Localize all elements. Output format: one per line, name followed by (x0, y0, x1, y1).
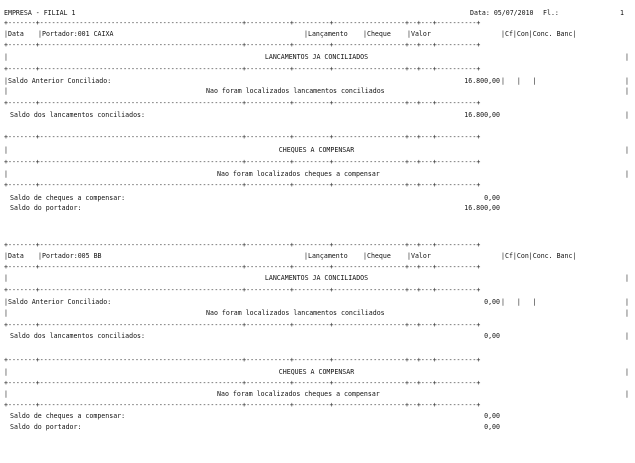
row-border: | (4, 368, 8, 376)
saldo-anterior-value: 16.800,00 (464, 77, 500, 85)
saldo-cheques-row (4, 193, 629, 203)
separator: +-------+---------------------------------------------------+-----------+---------+------------------+--+---+----------+ (4, 19, 481, 27)
cheques-title: CHEQUES A COMPENSAR (278, 146, 355, 154)
row-border: | (625, 146, 629, 154)
empty-notice-row (4, 308, 629, 318)
saldo-anterior-value: 0,00 (484, 298, 500, 306)
saldo-conciliados-row (4, 331, 629, 341)
cheques-title: CHEQUES A COMPENSAR (278, 368, 355, 376)
column-header-row (4, 29, 629, 39)
row-border: | (4, 170, 8, 178)
column-header-row (4, 251, 629, 261)
saldo-portador-row (4, 422, 629, 432)
saldo-conciliados-label: Saldo dos lancamentos conciliados: (10, 111, 145, 119)
conciliados-title: LANCAMENTOS JA CONCILIADOS (264, 53, 369, 61)
saldo-conciliados-value: 16.800,00 (464, 111, 500, 119)
section-title-row (4, 52, 629, 62)
row-border: | (625, 368, 629, 376)
separator: +-------+---------------------------------------------------+-----------+---------+------------------+--+---+----------+ (4, 321, 481, 329)
col-data: |Data (4, 30, 24, 38)
report-header (4, 8, 629, 18)
row-border: | (625, 390, 629, 398)
separator: +-------+---------------------------------------------------+-----------+---------+------------------+--+---+----------+ (4, 65, 481, 73)
saldo-cheques-label: Saldo de cheques a compensar: (10, 412, 126, 420)
row-border: | (625, 53, 629, 61)
saldo-portador-row (4, 203, 629, 213)
report-date: Data: 05/07/2010 (470, 9, 534, 17)
saldo-anterior-row (4, 76, 629, 86)
row-border: | (625, 111, 629, 119)
saldo-cheques-label: Saldo de cheques a compensar: (10, 194, 126, 202)
row-border: | (625, 274, 629, 282)
separator: +-------+---------------------------------------------------+-----------+---------+------------------+--+---+----------+ (4, 263, 481, 271)
separator: +-------+---------------------------------------------------+-----------+---------+------------------+--+---+----------+ (4, 158, 481, 166)
col-cheque: |Cheque (363, 30, 391, 38)
col-cheque: |Cheque (363, 252, 391, 260)
separator: +-------+---------------------------------------------------+-----------+---------+------------------+--+---+----------+ (4, 401, 481, 409)
saldo-portador-value: 16.800,00 (464, 204, 500, 212)
row-border: | (625, 77, 629, 85)
row-border: | (4, 53, 8, 61)
saldo-portador-label: Saldo do portador: (10, 423, 82, 431)
section-title-row (4, 367, 629, 377)
row-border: | (4, 87, 8, 95)
flag-columns: | | | (501, 77, 537, 85)
row-border: | (625, 332, 629, 340)
row-border: | (4, 309, 8, 317)
row-border: | (625, 298, 629, 306)
saldo-portador-label: Saldo do portador: (10, 204, 82, 212)
col-valor: |Valor (407, 252, 431, 260)
row-border: | (625, 170, 629, 178)
col-data: |Data (4, 252, 24, 260)
portador-name: |Portador:005 BB (38, 252, 102, 260)
col-flags: |Cf|Con|Conc. Banc| (501, 252, 577, 260)
page-number: 1 (620, 9, 624, 17)
portador-name: |Portador:001 CAIXA (38, 30, 114, 38)
row-border: | (4, 390, 8, 398)
saldo-cheques-value: 0,00 (484, 412, 500, 420)
saldo-anterior-row (4, 297, 629, 307)
nao-cheques-message: Nao foram localizados cheques a compensar (217, 170, 380, 178)
separator: +-------+---------------------------------------------------+-----------+---------+------------------+--+---+----------+ (4, 181, 481, 189)
conciliados-title: LANCAMENTOS JA CONCILIADOS (264, 274, 369, 282)
saldo-conciliados-row (4, 110, 629, 120)
col-lancamento: |Lançamento (304, 252, 348, 260)
separator: +-------+---------------------------------------------------+-----------+---------+------------------+--+---+----------+ (4, 286, 481, 294)
page-label: Fl.: (543, 9, 559, 17)
company-name: EMPRESA - FILIAL 1 (4, 9, 76, 17)
row-border: | (625, 87, 629, 95)
separator: +-------+---------------------------------------------------+-----------+---------+------------------+--+---+----------+ (4, 241, 481, 249)
row-border: | (625, 309, 629, 317)
col-lancamento: |Lançamento (304, 30, 348, 38)
separator: +-------+---------------------------------------------------+-----------+---------+------------------+--+---+----------+ (4, 99, 481, 107)
separator: +-------+---------------------------------------------------+-----------+---------+------------------+--+---+----------+ (4, 356, 481, 364)
saldo-anterior-label: |Saldo Anterior Conciliado: (4, 77, 112, 85)
saldo-conciliados-label: Saldo dos lancamentos conciliados: (10, 332, 145, 340)
separator: +-------+---------------------------------------------------+-----------+---------+------------------+--+---+----------+ (4, 41, 481, 49)
col-valor: |Valor (407, 30, 431, 38)
empty-notice-row (4, 169, 629, 179)
section-title-row (4, 145, 629, 155)
saldo-conciliados-value: 0,00 (484, 332, 500, 340)
separator: +-------+---------------------------------------------------+-----------+---------+------------------+--+---+----------+ (4, 379, 481, 387)
saldo-cheques-value: 0,00 (484, 194, 500, 202)
empty-notice-row (4, 389, 629, 399)
nao-cheques-message: Nao foram localizados cheques a compensar (217, 390, 380, 398)
empty-notice-row (4, 86, 629, 96)
row-border: | (4, 274, 8, 282)
saldo-anterior-label: |Saldo Anterior Conciliado: (4, 298, 112, 306)
col-flags: |Cf|Con|Conc. Banc| (501, 30, 577, 38)
nao-conciliados-message: Nao foram localizados lancamentos conciliados (206, 309, 385, 317)
row-border: | (4, 146, 8, 154)
nao-conciliados-message: Nao foram localizados lancamentos conciliados (206, 87, 385, 95)
saldo-cheques-row (4, 411, 629, 421)
section-title-row (4, 273, 629, 283)
flag-columns: | | | (501, 298, 537, 306)
separator: +-------+---------------------------------------------------+-----------+---------+------------------+--+---+----------+ (4, 133, 481, 141)
saldo-portador-value: 0,00 (484, 423, 500, 431)
